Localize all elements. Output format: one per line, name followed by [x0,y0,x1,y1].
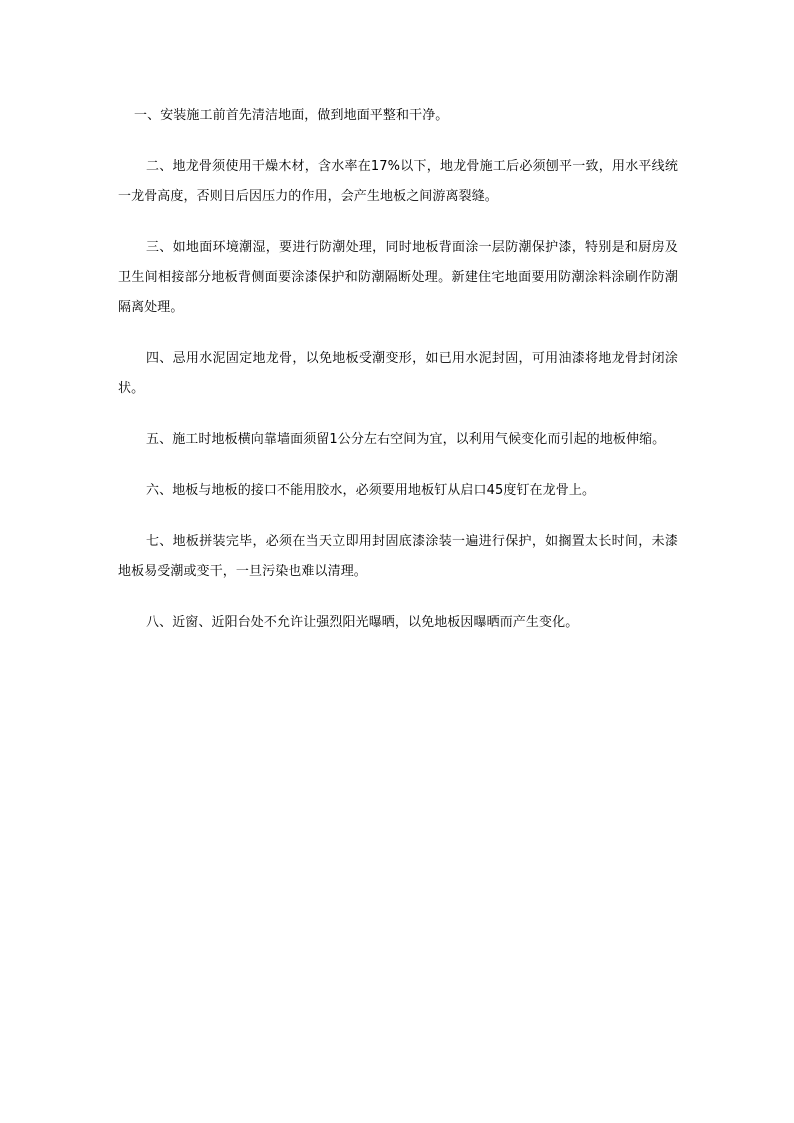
paragraph-8: 八、近窗、近阳台处不允许让强烈阳光曝晒，以免地板因曝晒而产生变化。 [146,615,579,630]
paragraph-6: 六、地板与地板的接口不能用胶水，必须要用地板钉从启口45度钉在龙骨上。 [146,483,596,498]
paragraph-7: 七、地板拼装完毕，必须在当天立即用封固底漆涂装一遍进行保护，如搁置太长时间，未漆地板易受潮或变干，一旦污染也难以清理。 [118,534,678,579]
paragraph-3: 三、如地面环境潮湿，要进行防潮处理，同时地板背面涂一层防潮保护漆，特别是和厨房及卫生间相接部分地板背侧面要涂漆保护和防潮隔断处理。新建住宅地面要用防潮涂料涂刷作防潮隔离处理。 [118,240,678,315]
paragraph-5: 五、施工时地板横向靠墙面须留1公分左右空间为宜，以利用气候变化而引起的地板伸缩。 [146,432,666,447]
paragraph-1: 一、安装施工前首先清洁地面，做到地面平整和干净。 [134,108,449,123]
document-body [118,101,678,659]
paragraph-4: 四、忌用水泥固定地龙骨，以免地板受潮变形，如已用水泥封固，可用油漆将地龙骨封闭涂状。 [118,351,678,396]
paragraph-2: 二、地龙骨须使用干燥木材，含水率在17%以下，地龙骨施工后必须刨平一致，用水平线统一龙骨高度，否则日后因压力的作用，会产生地板之间游离裂缝。 [118,159,678,204]
